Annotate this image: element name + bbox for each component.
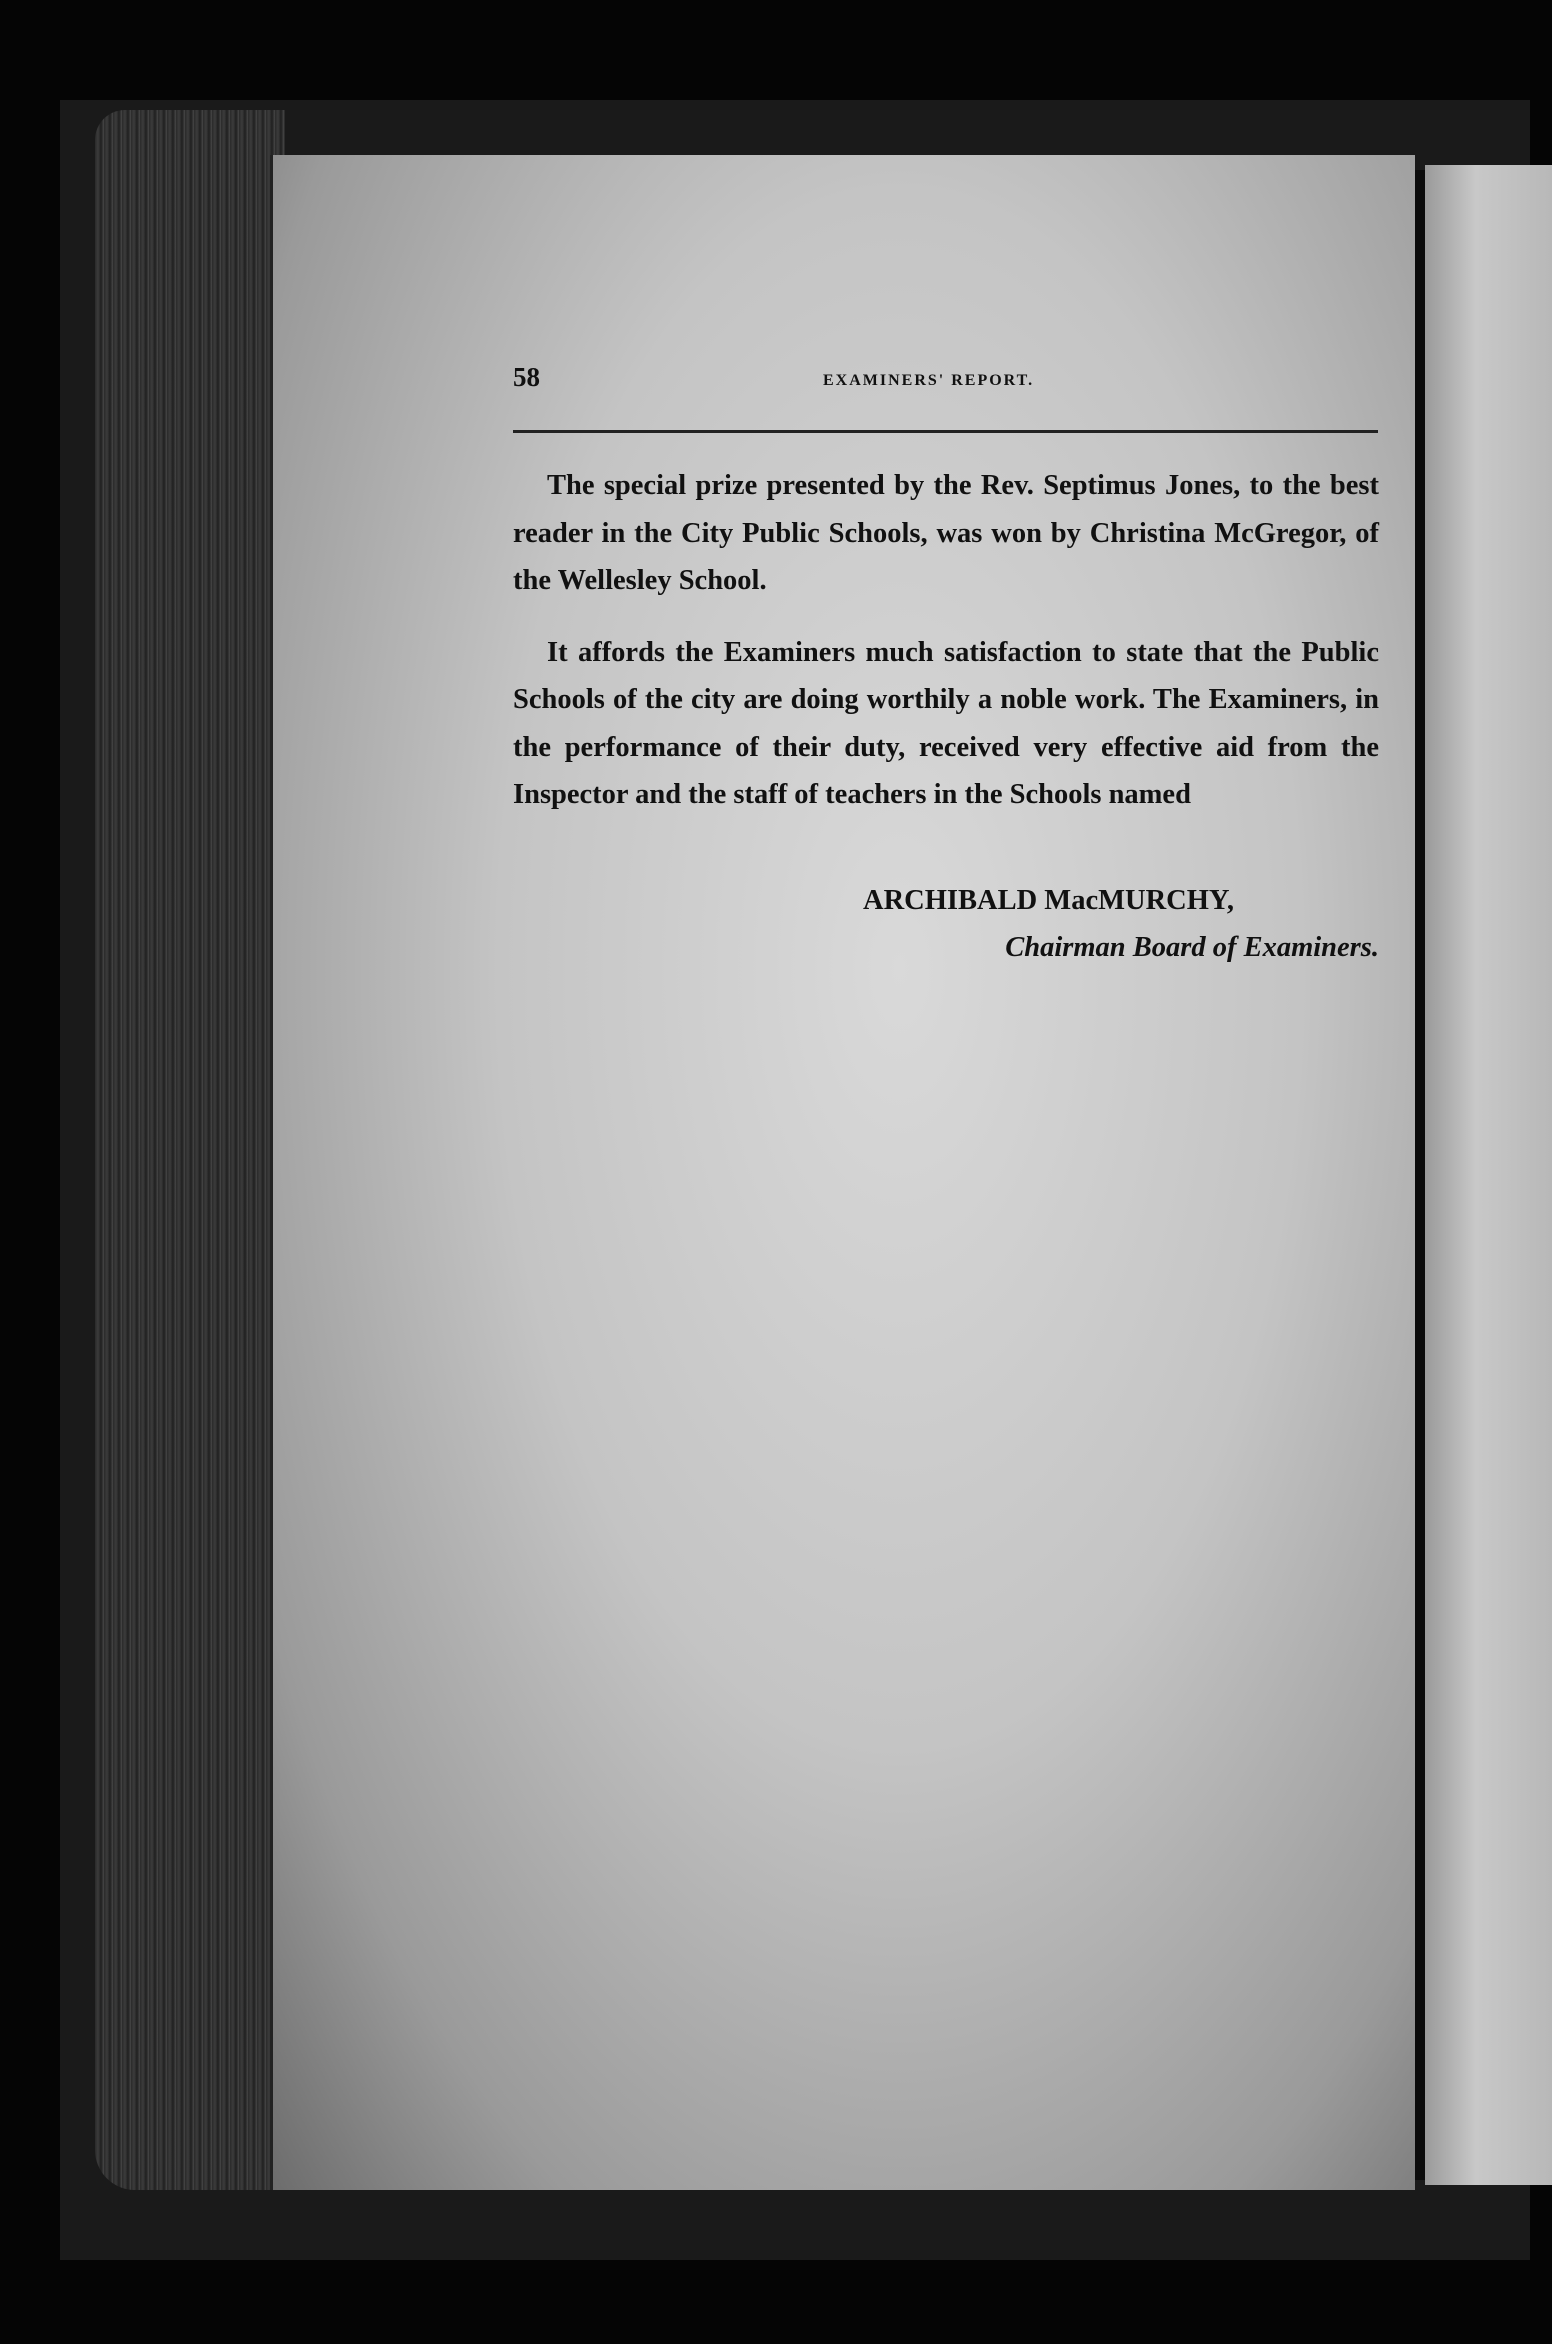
signatory-name: ARCHIBALD MacMURCHY, [862, 885, 1234, 916]
facing-page-edge [1425, 165, 1552, 2185]
gutter-shadow [1415, 170, 1425, 2180]
signature-block [513, 877, 1379, 971]
signatory-title: Chairman Board of Examiners. [1005, 932, 1379, 963]
page-header [513, 362, 1378, 402]
paragraph-examiners: It affords the Examiners much satisfaction to state that the Public Schools of the city are doing worthily a noble work. The Examiners, in the performance of their duty, received very effective aid from the Inspector and the staff of teachers in the Schools named [513, 636, 1379, 810]
page-edges [95, 110, 285, 2190]
page-border [270, 155, 273, 2190]
paragraph-prize: The special prize presented by the Rev. Septimus Jones, to the best reader in the City Public Schools, was won by Christina McGregor, of the Wellesley School. [513, 470, 1379, 596]
header-rule [513, 430, 1378, 433]
page-number: 58 [513, 362, 540, 392]
running-head: EXAMINERS' REPORT. [823, 372, 1035, 389]
page-sheet [270, 155, 1415, 2190]
body-text [513, 462, 1379, 819]
